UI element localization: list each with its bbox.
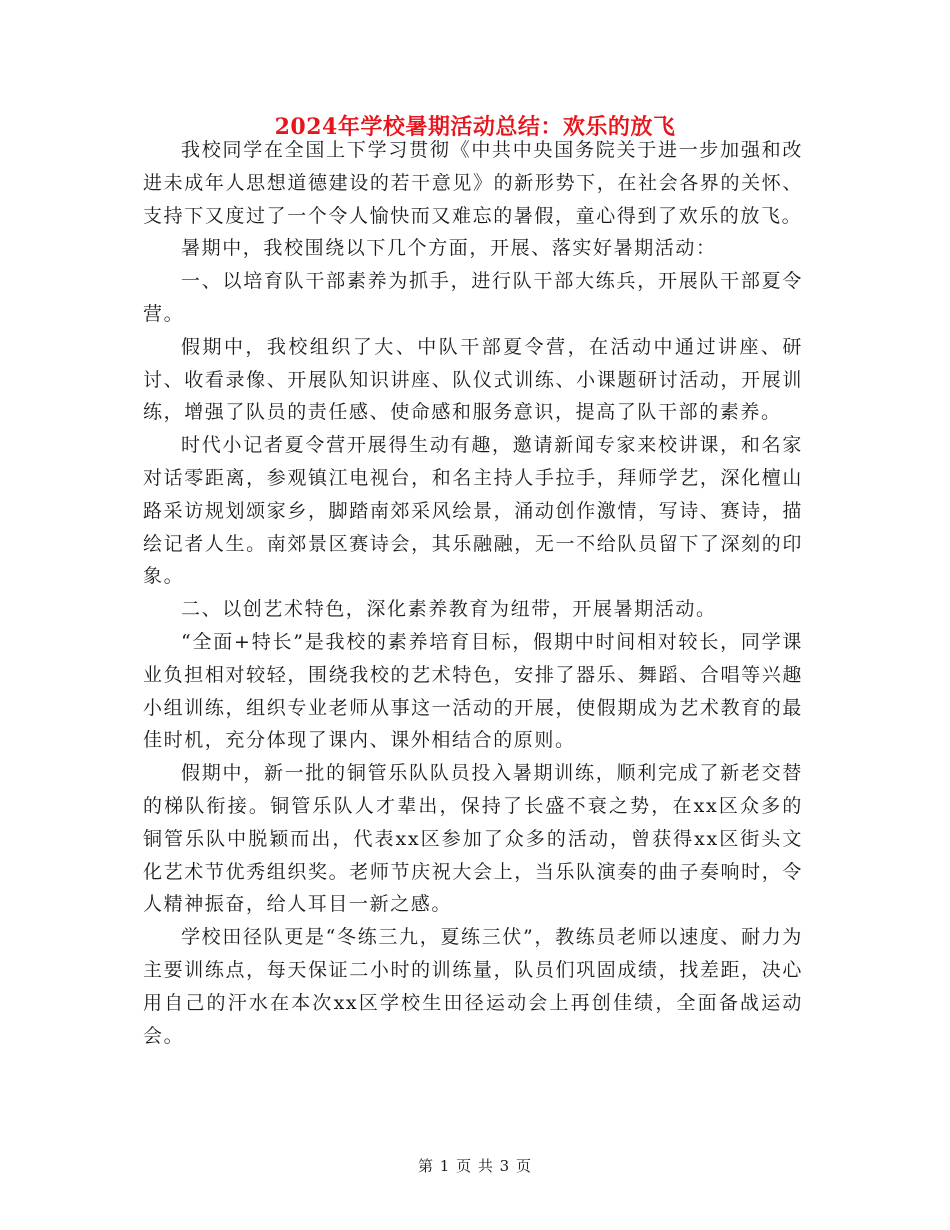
document-body [143, 134, 803, 1052]
summer-camp-paragraph: 假期中，我校组织了大、中队干部夏令营，在活动中通过讲座、研讨、收看录像、开展队知识讲座、队仪式训练、小课题研讨活动，开展训练，增强了队员的责任感、使命感和服务意识，提高了队干部的素养。 [143, 335, 803, 424]
intro-paragraph: 我校同学在全国上下学习贯彻《中共中央国务院关于进一步加强和改进未成年人思想道德建设的若干意见》的新形势下，在社会各界的关怀、支持下又度过了一个令人愉快而又难忘的暑假，童心得到了欢乐的放飞。 [143, 139, 803, 227]
section-heading-2: 二、以创艺术特色，深化素养教育为纽带，开展暑期活动。 [181, 598, 717, 621]
reporter-camp-paragraph: 时代小记者夏令营开展得生动有趣，邀请新闻专家来校讲课，和名家对话零距离，参观镇江电视台，和名主持人手拉手，拜师学艺，深化檀山路采访规划颂家乡，脚踏南郊采风绘景，涌动创作激情，写诗、赛诗，描绘记者人生。南郊景区赛诗会，其乐融融，无一不给队员留下了深刻的印象。 [143, 434, 803, 588]
brass-band-paragraph: 假期中，新一批的铜管乐队队员投入暑期训练，顺利完成了新老交替的梯队衔接。铜管乐队人才辈出，保持了长盛不衰之势，在xx区众多的铜管乐队中脱颖而出，代表xx区参加了众多的活动，曾获得xx区街头文化艺术节优秀组织奖。老师节庆祝大会上，当乐队演奏的曲子奏响时，令人精神振奋，给人耳目一新之感。 [143, 762, 803, 916]
document-title: 2024年学校暑期活动总结：欢乐的放飞 [274, 114, 676, 140]
summary-paragraph: 暑期中，我校围绕以下几个方面，开展、落实好暑期活动： [181, 237, 717, 260]
track-team-paragraph: 学校田径队更是“冬练三九，夏练三伏”，教练员老师以速度、耐力为主要训练点，每天保证二小时的训练量，队员们巩固成绩，找差距，决心用自己的汗水在本次xx区学校生田径运动会上再创佳绩，全面备战运动会。 [143, 926, 803, 1047]
page-number-footer: 第 1 页 共 3 页 [418, 1157, 532, 1175]
art-education-paragraph: “全面+特长”是我校的素养培育目标，假期中时间相对较长，同学课业负担相对较轻，围绕我校的艺术特色，安排了器乐、舞蹈、合唱等兴趣小组训练，组织专业老师从事这一活动的开展，使假期成为艺术教育的最佳时机，充分体现了课内、课外相结合的原则。 [143, 630, 803, 752]
section-heading-1: 一、以培育队干部素养为抓手，进行队干部大练兵，开展队干部夏令营。 [143, 270, 803, 325]
